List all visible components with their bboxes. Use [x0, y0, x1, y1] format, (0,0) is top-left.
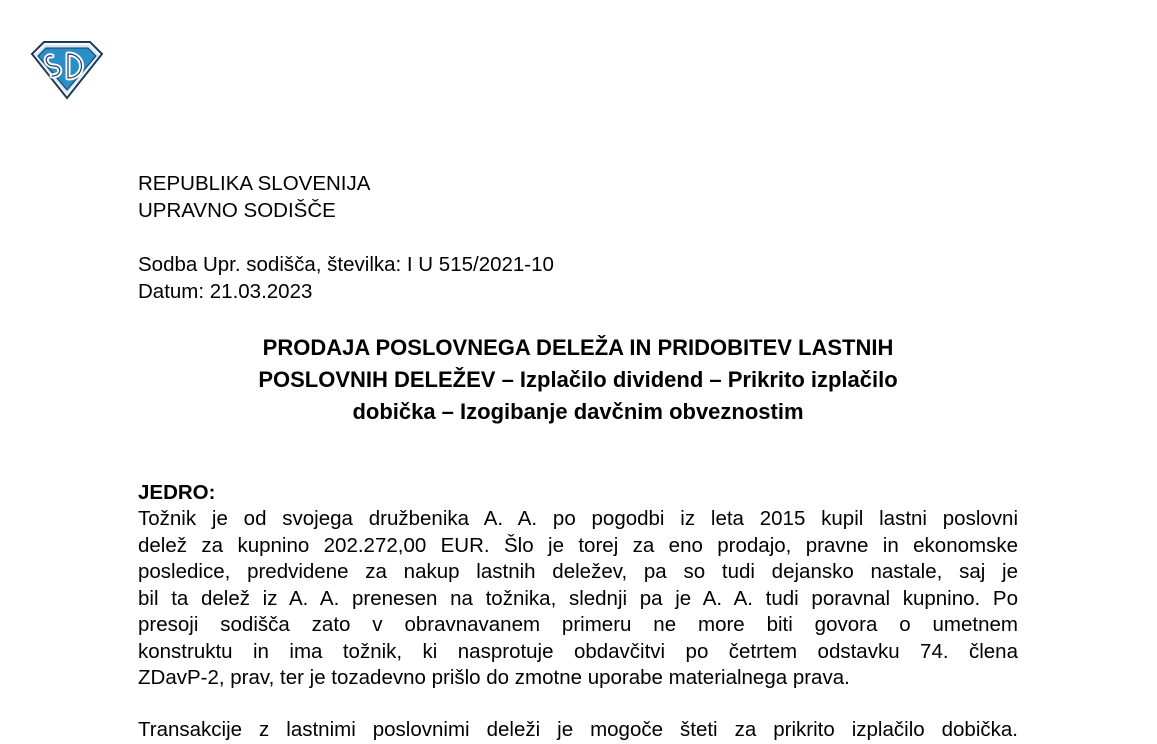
document-title	[138, 332, 1018, 428]
case-number: Sodba Upr. sodišča, številka: I U 515/2021-10	[138, 253, 554, 276]
title-line-1: PRODAJA POSLOVNEGA DELEŽA IN PRIDOBITEV LASTNIH	[262, 335, 894, 360]
paragraph-line: ZDavP-2, prav, ter je tozadevno prišlo do zmotne uporabe materialnega prava.	[138, 666, 850, 689]
header-court-name: UPRAVNO SODIŠČE	[138, 199, 336, 222]
paragraph-line: delež za kupnino 202.272,00 EUR. Šlo je torej za eno prodajo, pravne in ekonomske	[138, 533, 1018, 557]
paragraph-line: konstruktu in ima tožnik, ki nasprotuje obdavčitvi po četrtem odstavku 74. člena	[138, 639, 1018, 663]
court-logo-icon	[30, 40, 104, 100]
case-info	[138, 251, 554, 305]
case-date: Datum: 21.03.2023	[138, 280, 313, 303]
paragraph-line: bil ta delež iz A. A. prenesen na tožnika, slednji pa je A. A. tudi poravnal kupnino. Po	[138, 586, 1018, 610]
core-paragraph-2	[138, 717, 1018, 744]
core-heading: JEDRO:	[138, 481, 216, 504]
paragraph-line: presoji sodišča zato v obravnavanem primeru ne more biti govora o umetnem	[138, 613, 1018, 636]
title-line-2: POSLOVNIH DELEŽEV – Izplačilo dividend – Prikrito izplačilo	[258, 367, 898, 392]
paragraph-line: Transakcije z lastnimi poslovnimi deleži je mogoče šteti za prikrito izplačilo dobička.	[138, 718, 1018, 741]
header-republic: REPUBLIKA SLOVENIJA	[138, 172, 371, 195]
paragraph-line: posledice, predvidene za nakup lastnih deležev, pa so tudi dejansko nastale, saj je	[138, 560, 1018, 583]
title-line-3: dobička – Izogibanje davčnim obveznostim	[352, 399, 804, 424]
court-header	[138, 170, 370, 224]
paragraph-line: Tožnik je od svojega družbenika A. A. po pogodbi iz leta 2015 kupil lastni poslovni	[138, 507, 1018, 530]
diamond-shield-icon	[30, 40, 104, 100]
core-paragraph-1	[138, 506, 1018, 692]
